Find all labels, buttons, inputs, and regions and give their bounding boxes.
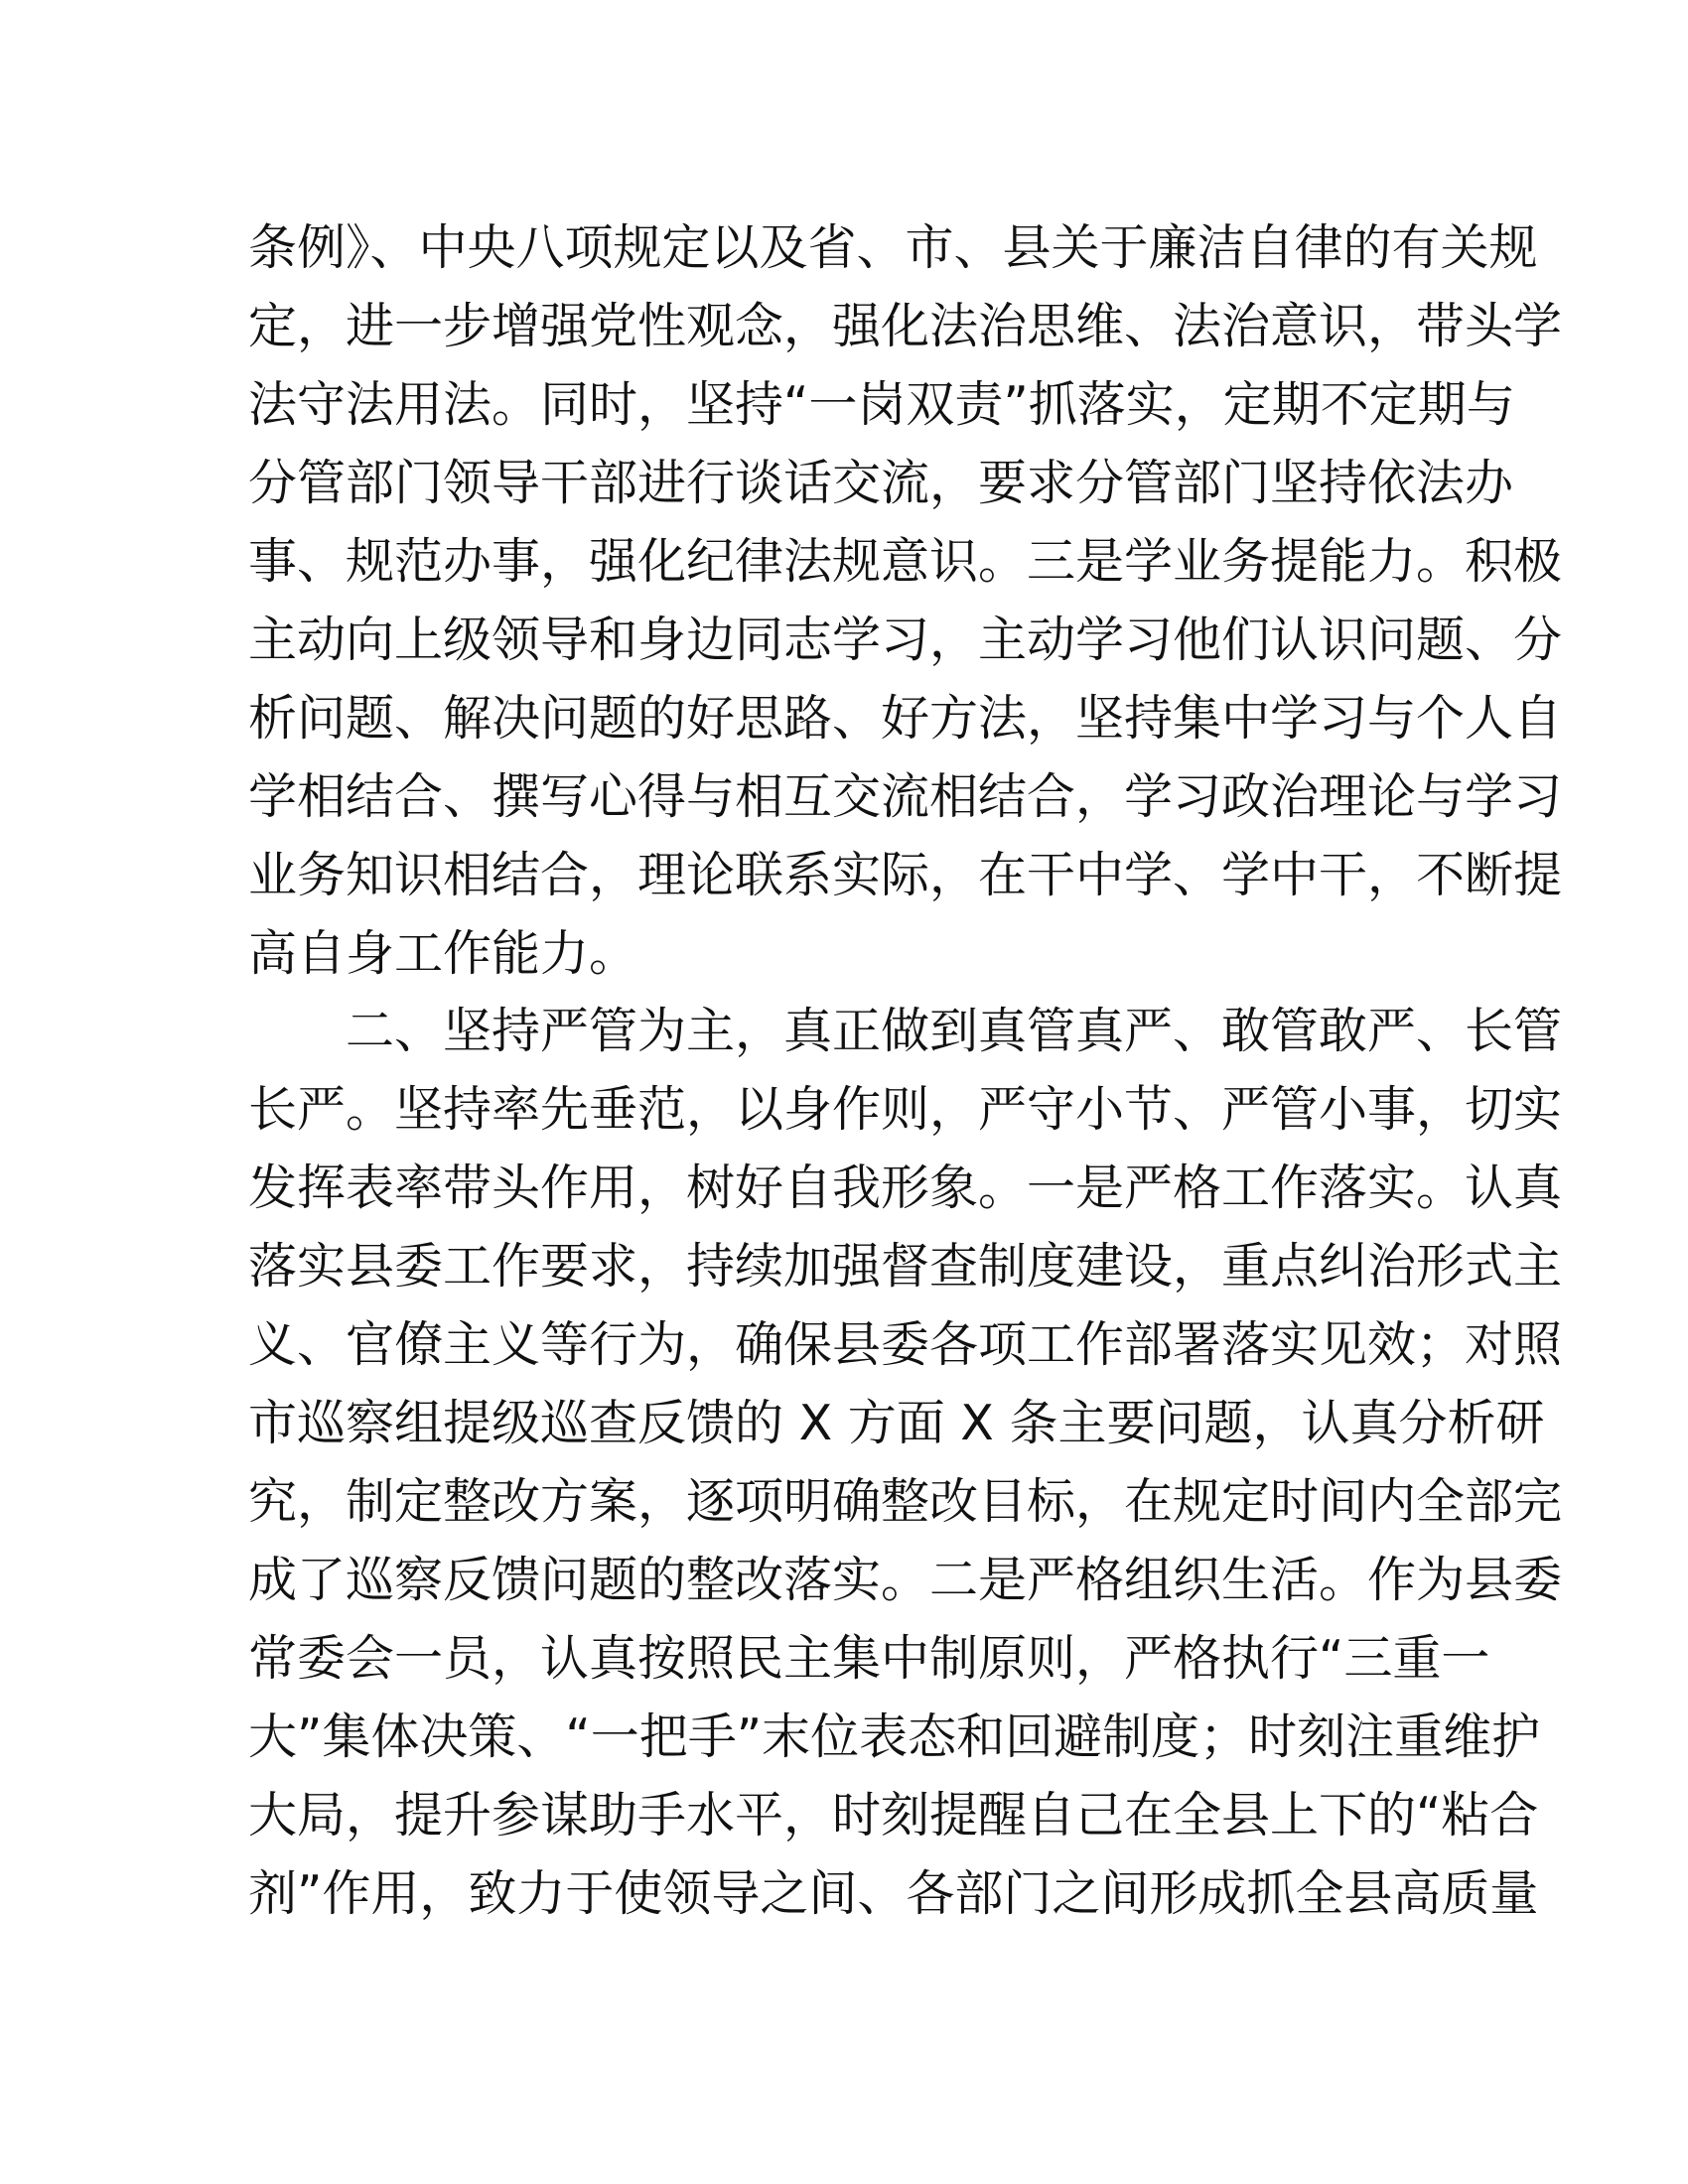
text-line: 落实县委工作要求，持续加强督查制度建设，重点纠治形式主 [248,1238,1563,1295]
text-line: 事、规范办事，强化纪律法规意识。三是学业务提能力。积极 [248,533,1563,590]
paragraph-continued [248,208,1563,993]
text-line: 条例》、中央八项规定以及省、市、县关于廉洁自律的有关规 [248,219,1538,276]
text-line: 学相结合、撰写心得与相互交流相结合，学习政治理论与学习 [248,768,1563,825]
text-line: 发挥表率带头作用，树好自我形象。一是严格工作落实。认真 [248,1160,1563,1216]
text-line: 业务知识相结合，理论联系实际，在干中学、学中干，不断提 [248,847,1563,903]
paragraph-section-two [248,992,1563,1933]
text-line: 大”集体决策、“一把手”末位表态和回避制度；时刻注重维护 [248,1708,1541,1765]
text-line: 法守法用法。同时，坚持“一岗双责”抓落实，定期不定期与 [248,376,1515,433]
text-line: 定，进一步增强党性观念，强化法治思维、法治意识，带头学 [248,298,1563,354]
text-line: 义、官僚主义等行为，确保县委各项工作部署落实见效；对照 [248,1316,1563,1373]
text-line: 高自身工作能力。 [248,925,638,982]
text-line: 剂”作用，致力于使领导之间、各部门之间形成抓全县高质量 [248,1865,1539,1922]
text-line: 长严。坚持率先垂范，以身作则，严守小节、严管小事，切实 [248,1081,1563,1138]
text-line: 大局，提升参谋助手水平，时刻提醒自己在全县上下的“粘合 [248,1787,1539,1843]
text-line: 分管部门领导干部进行谈话交流，要求分管部门坚持依法办 [248,455,1514,511]
text-line: 成了巡察反馈问题的整改落实。二是严格组织生活。作为县委 [248,1552,1563,1608]
text-line: 常委会一员，认真按照民主集中制原则，严格执行“三重一 [248,1630,1490,1687]
text-line: 析问题、解决问题的好思路、好方法，坚持集中学习与个人自 [248,690,1563,747]
section-heading-line: 二、坚持严管为主，真正做到真管真严、敢管敢严、长管 [346,1003,1563,1059]
text-line: 究，制定整改方案，逐项明确整改目标，在规定时间内全部完 [248,1473,1563,1530]
text-line: 市巡察组提级巡查反馈的 X 方面 X 条主要问题，认真分析研 [248,1395,1545,1451]
text-line: 主动向上级领导和身边同志学习，主动学习他们认识问题、分 [248,612,1563,668]
